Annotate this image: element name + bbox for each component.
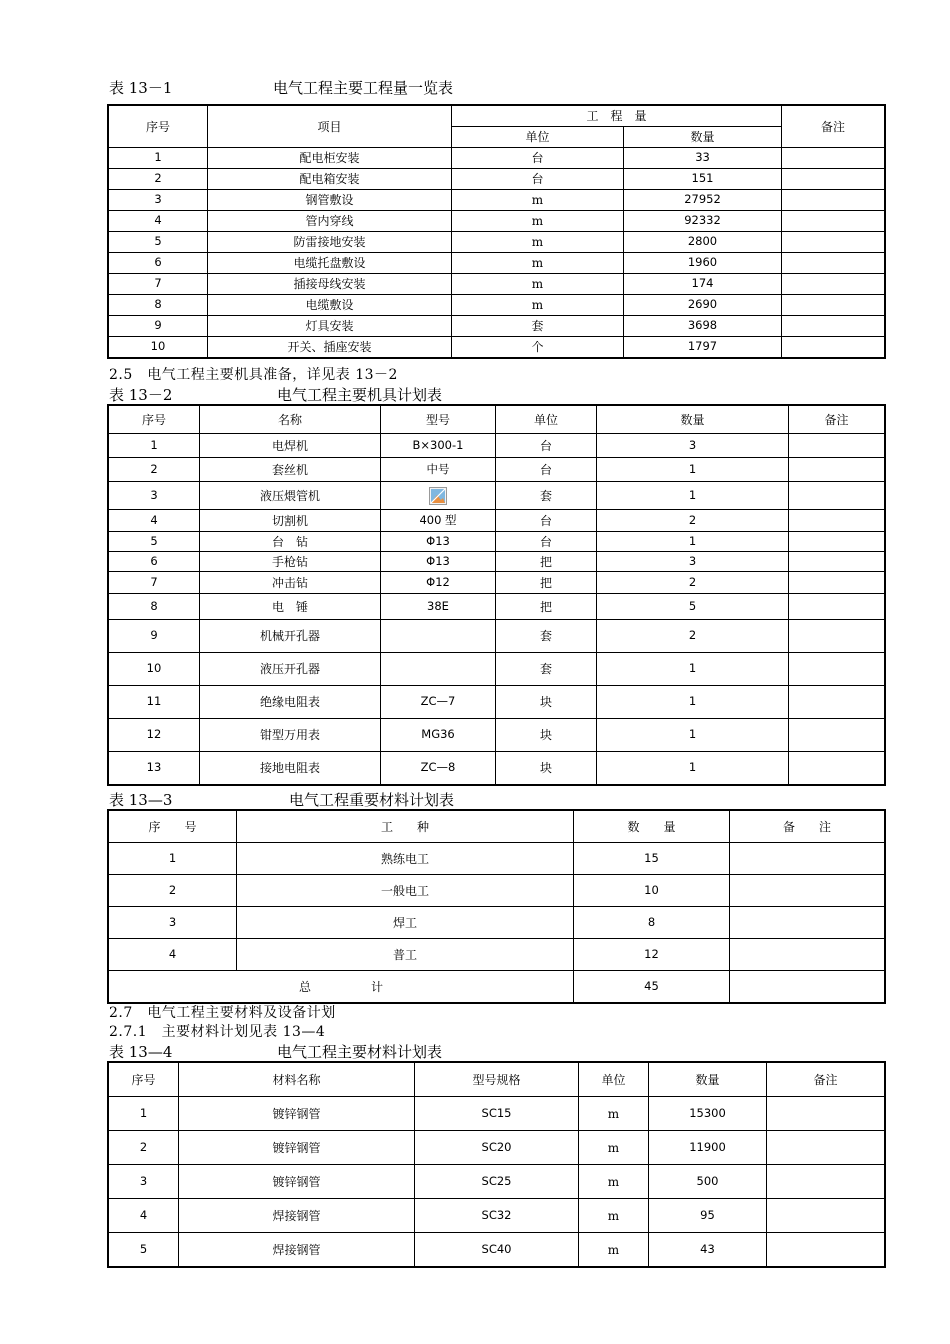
cell-remark bbox=[782, 274, 885, 295]
cell-qty: 95 bbox=[649, 1199, 767, 1233]
header-cell: 单位 bbox=[579, 1063, 649, 1097]
cell-model: 38E bbox=[381, 594, 496, 620]
cell-item: 管内穿线 bbox=[208, 211, 452, 232]
cell-spec: SC40 bbox=[415, 1233, 579, 1267]
cell-remark bbox=[767, 1131, 885, 1165]
header-cell: 材料名称 bbox=[179, 1063, 415, 1097]
table-row bbox=[109, 653, 885, 686]
cell-remark bbox=[789, 594, 885, 620]
cell-no: 6 bbox=[109, 552, 200, 572]
cell-name: 接地电阻表 bbox=[200, 752, 381, 785]
cell-qty: 2690 bbox=[624, 295, 782, 316]
cell-model: ZC—8 bbox=[381, 752, 496, 785]
cell-name: 套丝机 bbox=[200, 458, 381, 482]
cell-unit: 套 bbox=[496, 620, 597, 653]
cell-remark bbox=[730, 843, 885, 875]
cell-unit: 块 bbox=[496, 686, 597, 719]
cell-name: 电 锤 bbox=[200, 594, 381, 620]
header-cell: 型号 bbox=[381, 406, 496, 434]
cell-no: 4 bbox=[109, 211, 208, 232]
header-cell: 单位 bbox=[496, 406, 597, 434]
cell-qty: 1 bbox=[597, 482, 789, 510]
cell-qty: 2 bbox=[597, 572, 789, 594]
table-row bbox=[109, 295, 885, 316]
cell-remark bbox=[789, 620, 885, 653]
cell-item: 电缆敷设 bbox=[208, 295, 452, 316]
cell-no: 1 bbox=[109, 434, 200, 458]
cell-spec: SC32 bbox=[415, 1199, 579, 1233]
table-13-3 bbox=[108, 810, 885, 1003]
cell-qty: 43 bbox=[649, 1233, 767, 1267]
cell-remark bbox=[782, 253, 885, 274]
cell-qty: 11900 bbox=[649, 1131, 767, 1165]
cell-no: 2 bbox=[109, 875, 237, 907]
cell-qty: 15 bbox=[574, 843, 730, 875]
header-cell: 备注 bbox=[789, 406, 885, 434]
table-row bbox=[109, 211, 885, 232]
cell-qty: 2 bbox=[597, 510, 789, 532]
cell-unit: 台 bbox=[496, 510, 597, 532]
cell-unit: 台 bbox=[496, 434, 597, 458]
table-13-4 bbox=[108, 1062, 885, 1267]
cell-qty: 1 bbox=[597, 686, 789, 719]
cell-unit: m bbox=[452, 274, 624, 295]
cell-model bbox=[381, 653, 496, 686]
cell-trade: 熟练电工 bbox=[237, 843, 574, 875]
cell-unit: m bbox=[579, 1233, 649, 1267]
header-cell: 名称 bbox=[200, 406, 381, 434]
cell-name: 液压煨管机 bbox=[200, 482, 381, 510]
header-cell: 数量 bbox=[597, 406, 789, 434]
table-row-total bbox=[109, 971, 885, 1003]
table-row bbox=[109, 752, 885, 785]
table-header-row bbox=[109, 406, 885, 434]
cell-name: 电焊机 bbox=[200, 434, 381, 458]
cell-remark bbox=[767, 1199, 885, 1233]
cell-spec: SC20 bbox=[415, 1131, 579, 1165]
cell-spec: SC25 bbox=[415, 1165, 579, 1199]
cell-name: 绝缘电阻表 bbox=[200, 686, 381, 719]
cell-model: ZC—7 bbox=[381, 686, 496, 719]
cell-item: 防雷接地安装 bbox=[208, 232, 452, 253]
cell-no: 3 bbox=[109, 907, 237, 939]
cell-qty: 1797 bbox=[624, 337, 782, 358]
cell-unit: m bbox=[452, 253, 624, 274]
cell-remark bbox=[789, 552, 885, 572]
total-value: 45 bbox=[574, 971, 730, 1003]
cell-name: 钳型万用表 bbox=[200, 719, 381, 752]
cell-qty: 1 bbox=[597, 532, 789, 552]
cell-unit: m bbox=[579, 1199, 649, 1233]
header-no: 序号 bbox=[109, 106, 208, 148]
cell-unit: 把 bbox=[496, 572, 597, 594]
cell-model: 400 型 bbox=[381, 510, 496, 532]
cell-name: 冲击钻 bbox=[200, 572, 381, 594]
cell-remark bbox=[789, 434, 885, 458]
cell-remark bbox=[789, 482, 885, 510]
table-row bbox=[109, 875, 885, 907]
cell-item: 钢管敷设 bbox=[208, 190, 452, 211]
cell-trade: 焊工 bbox=[237, 907, 574, 939]
cell-unit: 把 bbox=[496, 594, 597, 620]
table-row bbox=[109, 1233, 885, 1267]
header-cell: 数 量 bbox=[574, 811, 730, 843]
cell-qty: 10 bbox=[574, 875, 730, 907]
cell-no: 8 bbox=[109, 594, 200, 620]
cell-name: 台 钻 bbox=[200, 532, 381, 552]
cell-no: 1 bbox=[109, 148, 208, 169]
cell-unit: 块 bbox=[496, 719, 597, 752]
cell-qty: 12 bbox=[574, 939, 730, 971]
cell-model: MG36 bbox=[381, 719, 496, 752]
cell-qty: 151 bbox=[624, 169, 782, 190]
cell-no: 1 bbox=[109, 843, 237, 875]
cell-remark bbox=[789, 653, 885, 686]
cell-item: 插接母线安装 bbox=[208, 274, 452, 295]
header-cell: 备注 bbox=[767, 1063, 885, 1097]
cell-qty: 1960 bbox=[624, 253, 782, 274]
cell-no: 10 bbox=[109, 337, 208, 358]
table-row bbox=[109, 620, 885, 653]
cell-qty: 15300 bbox=[649, 1097, 767, 1131]
table-row bbox=[109, 1131, 885, 1165]
cell-no: 2 bbox=[109, 1131, 179, 1165]
cell-unit: 个 bbox=[452, 337, 624, 358]
cell-spec: SC15 bbox=[415, 1097, 579, 1131]
cell-remark bbox=[767, 1165, 885, 1199]
cell-remark bbox=[782, 169, 885, 190]
caption-title: 电气工程主要工程量一览表 bbox=[273, 79, 454, 97]
cell-material: 焊接钢管 bbox=[179, 1233, 415, 1267]
cell-trade: 一般电工 bbox=[237, 875, 574, 907]
cell-qty: 500 bbox=[649, 1165, 767, 1199]
cell-unit: m bbox=[579, 1165, 649, 1199]
cell-qty: 2800 bbox=[624, 232, 782, 253]
header-cell: 工 种 bbox=[237, 811, 574, 843]
table-row bbox=[109, 253, 885, 274]
cell-no: 5 bbox=[109, 1233, 179, 1267]
cell-unit: m bbox=[452, 190, 624, 211]
section-2-7: 2.7 电气工程主要材料及设备计划 bbox=[109, 1005, 336, 1021]
cell-no: 4 bbox=[109, 1199, 179, 1233]
cell-qty: 1 bbox=[597, 653, 789, 686]
cell-unit: 套 bbox=[496, 653, 597, 686]
cell-remark bbox=[789, 510, 885, 532]
cell-unit: m bbox=[579, 1097, 649, 1131]
cell-model bbox=[381, 482, 496, 510]
cell-model bbox=[381, 620, 496, 653]
cell-remark bbox=[782, 190, 885, 211]
table-row bbox=[109, 552, 885, 572]
table-13-2 bbox=[108, 405, 885, 785]
cell-model: Φ12 bbox=[381, 572, 496, 594]
cell-name: 手枪钻 bbox=[200, 552, 381, 572]
cell-qty: 1 bbox=[597, 458, 789, 482]
caption-number: 表 13—4 bbox=[109, 1043, 173, 1061]
table-row bbox=[109, 482, 885, 510]
cell-remark bbox=[789, 458, 885, 482]
cell-name: 液压开孔器 bbox=[200, 653, 381, 686]
header-qty: 数量 bbox=[624, 127, 782, 148]
header-cell: 备 注 bbox=[730, 811, 885, 843]
total-label: 总 计 bbox=[109, 971, 574, 1003]
cell-unit: 套 bbox=[496, 482, 597, 510]
table-13-1 bbox=[108, 105, 885, 358]
cell-qty: 3 bbox=[597, 434, 789, 458]
cell-no: 3 bbox=[109, 482, 200, 510]
cell-no: 5 bbox=[109, 532, 200, 552]
table-row bbox=[109, 532, 885, 552]
cell-no: 9 bbox=[109, 620, 200, 653]
cell-unit: 台 bbox=[452, 148, 624, 169]
header-cell: 数量 bbox=[649, 1063, 767, 1097]
cell-material: 焊接钢管 bbox=[179, 1199, 415, 1233]
cell-material: 镀锌钢管 bbox=[179, 1097, 415, 1131]
section-2-5: 2.5 电气工程主要机具准备，详见表 13－2 bbox=[109, 367, 398, 383]
cell-no: 5 bbox=[109, 232, 208, 253]
cell-no: 13 bbox=[109, 752, 200, 785]
cell-unit: 块 bbox=[496, 752, 597, 785]
cell-remark bbox=[789, 532, 885, 552]
header-quantity-group: 工 程 量 bbox=[452, 106, 782, 127]
cell-unit: 把 bbox=[496, 552, 597, 572]
cell-qty: 33 bbox=[624, 148, 782, 169]
table-row bbox=[109, 843, 885, 875]
cell-item: 电缆托盘敷设 bbox=[208, 253, 452, 274]
header-cell: 型号规格 bbox=[415, 1063, 579, 1097]
cell-remark bbox=[789, 752, 885, 785]
caption-title: 电气工程主要机具计划表 bbox=[277, 386, 443, 404]
cell-item: 配电柜安装 bbox=[208, 148, 452, 169]
table-row bbox=[109, 686, 885, 719]
cell-no: 10 bbox=[109, 653, 200, 686]
image-placeholder-icon bbox=[429, 487, 447, 505]
caption-number: 表 13－2 bbox=[109, 386, 173, 404]
cell-unit: m bbox=[452, 211, 624, 232]
cell-no: 3 bbox=[109, 1165, 179, 1199]
cell-qty: 92332 bbox=[624, 211, 782, 232]
cell-qty: 1 bbox=[597, 752, 789, 785]
cell-name: 切割机 bbox=[200, 510, 381, 532]
cell-remark bbox=[767, 1097, 885, 1131]
cell-item: 灯具安装 bbox=[208, 316, 452, 337]
table-row bbox=[109, 907, 885, 939]
section-2-7-1: 2.7.1 主要材料计划见表 13—4 bbox=[109, 1024, 326, 1040]
cell-qty: 3 bbox=[597, 552, 789, 572]
cell-remark bbox=[782, 316, 885, 337]
header-cell: 序 号 bbox=[109, 811, 237, 843]
cell-remark bbox=[730, 907, 885, 939]
table-header-row bbox=[109, 811, 885, 843]
table-row bbox=[109, 316, 885, 337]
cell-material: 镀锌钢管 bbox=[179, 1165, 415, 1199]
header-remark: 备注 bbox=[782, 106, 885, 148]
cell-qty: 2 bbox=[597, 620, 789, 653]
cell-no: 7 bbox=[109, 274, 208, 295]
table-row bbox=[109, 274, 885, 295]
header-cell: 序号 bbox=[109, 406, 200, 434]
cell-remark bbox=[789, 719, 885, 752]
header-unit: 单位 bbox=[452, 127, 624, 148]
cell-no: 7 bbox=[109, 572, 200, 594]
cell-unit: 台 bbox=[496, 532, 597, 552]
cell-model: Φ13 bbox=[381, 552, 496, 572]
cell-no: 4 bbox=[109, 939, 237, 971]
cell-name: 机械开孔器 bbox=[200, 620, 381, 653]
caption-number: 表 13—3 bbox=[109, 791, 173, 809]
cell-unit: m bbox=[579, 1131, 649, 1165]
cell-no: 12 bbox=[109, 719, 200, 752]
cell-item: 开关、插座安装 bbox=[208, 337, 452, 358]
cell-no: 9 bbox=[109, 316, 208, 337]
cell-item: 配电箱安装 bbox=[208, 169, 452, 190]
cell-qty: 3698 bbox=[624, 316, 782, 337]
table-row bbox=[109, 190, 885, 211]
cell-remark bbox=[789, 572, 885, 594]
table-row bbox=[109, 572, 885, 594]
table-row bbox=[109, 1097, 885, 1131]
table-row bbox=[109, 594, 885, 620]
total-remark bbox=[730, 971, 885, 1003]
cell-unit: 台 bbox=[452, 169, 624, 190]
table-row bbox=[109, 434, 885, 458]
cell-remark bbox=[782, 295, 885, 316]
cell-material: 镀锌钢管 bbox=[179, 1131, 415, 1165]
table-row bbox=[109, 719, 885, 752]
cell-qty: 5 bbox=[597, 594, 789, 620]
cell-qty: 1 bbox=[597, 719, 789, 752]
table-row bbox=[109, 1165, 885, 1199]
cell-no: 11 bbox=[109, 686, 200, 719]
table-header-row bbox=[109, 1063, 885, 1097]
header-item: 项目 bbox=[208, 106, 452, 148]
cell-remark bbox=[782, 337, 885, 358]
cell-unit: m bbox=[452, 232, 624, 253]
cell-no: 2 bbox=[109, 458, 200, 482]
cell-unit: 套 bbox=[452, 316, 624, 337]
caption-number: 表 13－1 bbox=[109, 79, 173, 97]
table-row bbox=[109, 148, 885, 169]
cell-remark bbox=[767, 1233, 885, 1267]
cell-remark bbox=[782, 148, 885, 169]
table-row bbox=[109, 232, 885, 253]
cell-no: 6 bbox=[109, 253, 208, 274]
cell-no: 2 bbox=[109, 169, 208, 190]
cell-remark bbox=[789, 686, 885, 719]
table-row bbox=[109, 458, 885, 482]
cell-qty: 174 bbox=[624, 274, 782, 295]
cell-model: Φ13 bbox=[381, 532, 496, 552]
caption-title: 电气工程重要材料计划表 bbox=[289, 791, 455, 809]
cell-trade: 普工 bbox=[237, 939, 574, 971]
cell-model: B×300-1 bbox=[381, 434, 496, 458]
cell-remark bbox=[730, 875, 885, 907]
cell-remark bbox=[782, 211, 885, 232]
cell-remark bbox=[730, 939, 885, 971]
cell-qty: 27952 bbox=[624, 190, 782, 211]
caption-title: 电气工程主要材料计划表 bbox=[277, 1043, 443, 1061]
cell-no: 1 bbox=[109, 1097, 179, 1131]
cell-unit: 台 bbox=[496, 458, 597, 482]
cell-no: 8 bbox=[109, 295, 208, 316]
table-row bbox=[109, 337, 885, 358]
table-row bbox=[109, 510, 885, 532]
header-cell: 序号 bbox=[109, 1063, 179, 1097]
cell-model: 中号 bbox=[381, 458, 496, 482]
table-row bbox=[109, 939, 885, 971]
cell-qty: 8 bbox=[574, 907, 730, 939]
table-row bbox=[109, 169, 885, 190]
table-row bbox=[109, 1199, 885, 1233]
cell-no: 3 bbox=[109, 190, 208, 211]
cell-no: 4 bbox=[109, 510, 200, 532]
cell-unit: m bbox=[452, 295, 624, 316]
cell-remark bbox=[782, 232, 885, 253]
